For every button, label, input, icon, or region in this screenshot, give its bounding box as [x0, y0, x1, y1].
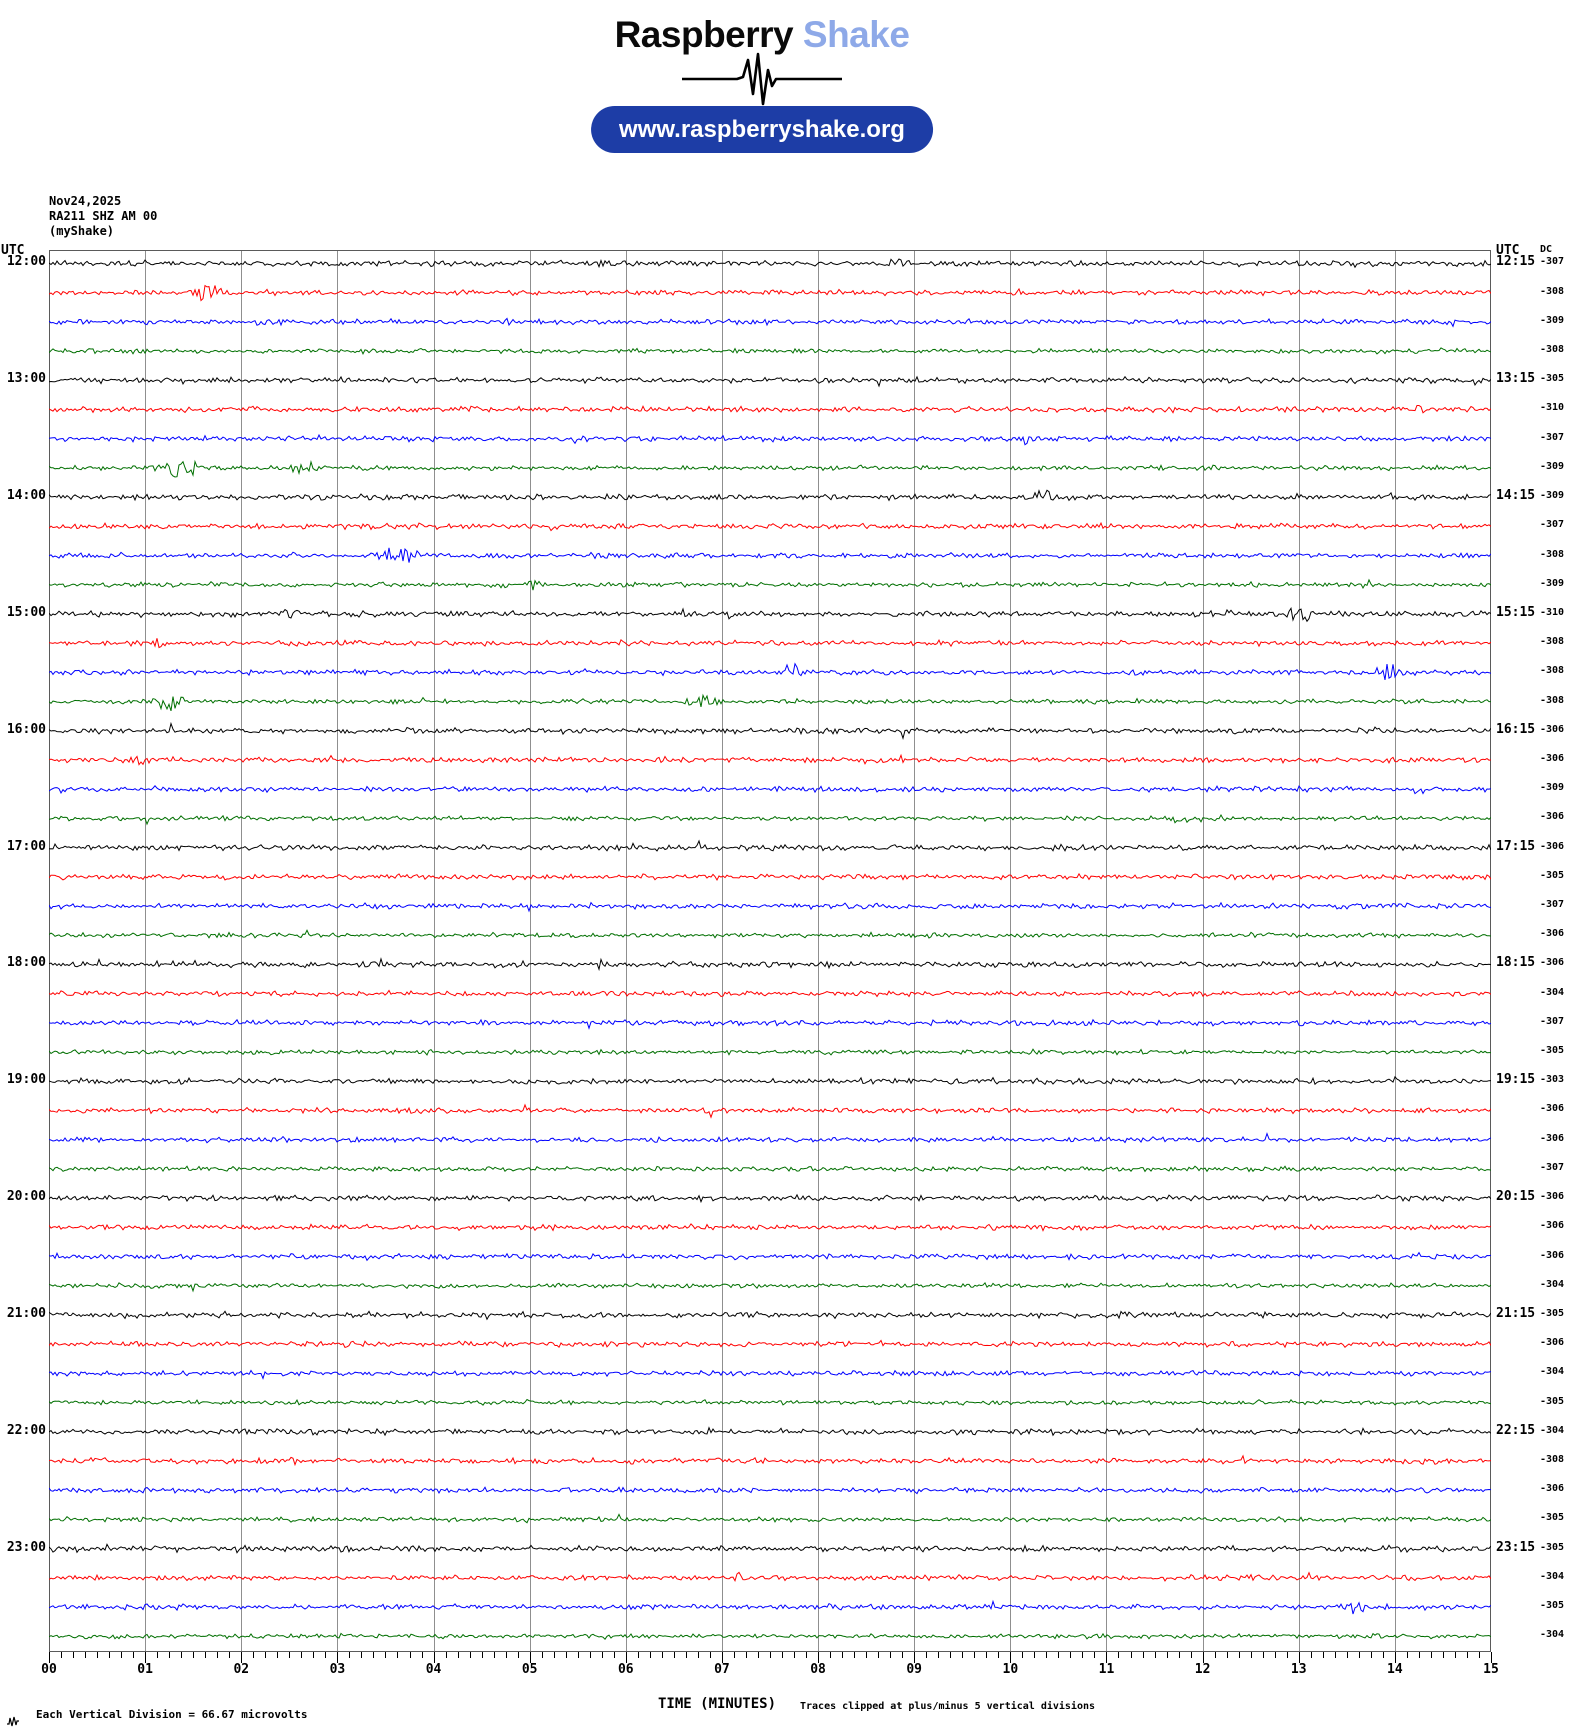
vertical-division-scale-text: Each Vertical Division = 66.67 microvolts — [36, 1708, 308, 1721]
left-time-label: 18:00 — [6, 955, 46, 971]
trace-row — [49, 1544, 1491, 1552]
left-time-label: 20:00 — [6, 1189, 46, 1205]
trace-row — [49, 286, 1491, 301]
utc-header-right: UTC — [1496, 243, 1520, 258]
dc-value: -310 — [1540, 606, 1565, 618]
trace-row — [49, 1428, 1491, 1436]
network-name: (myShake) — [49, 224, 115, 238]
dc-value: -307 — [1540, 256, 1565, 268]
dc-value: -306 — [1540, 1220, 1565, 1232]
dc-value: -304 — [1540, 1278, 1565, 1290]
dc-value: -306 — [1540, 1483, 1565, 1495]
dc-value: -308 — [1540, 548, 1565, 560]
plot-date: Nov24,2025 — [49, 194, 122, 208]
dc-value: -304 — [1540, 1629, 1565, 1641]
clip-note: Traces clipped at plus/minus 5 vertical divisions — [800, 1701, 1096, 1712]
trace-row — [49, 841, 1491, 851]
dc-value: -305 — [1540, 1045, 1565, 1057]
left-time-label: 13:00 — [6, 371, 46, 387]
right-time-label: 20:15 — [1496, 1189, 1536, 1205]
dc-value: -308 — [1540, 665, 1565, 677]
right-time-label: 14:15 — [1496, 488, 1536, 504]
dc-value: -305 — [1540, 1307, 1565, 1319]
x-tick-label: 08 — [810, 1662, 826, 1677]
trace-row — [49, 1400, 1491, 1406]
x-tick-label: 13 — [1290, 1662, 1307, 1677]
x-tick-label: 06 — [617, 1662, 634, 1677]
x-axis-title: TIME (MINUTES) — [658, 1696, 777, 1712]
right-time-label: 15:15 — [1496, 604, 1536, 620]
x-tick-label: 09 — [906, 1662, 923, 1677]
trace-row — [49, 695, 1491, 711]
scale-marker-icon — [6, 1712, 20, 1731]
dc-value: -305 — [1540, 869, 1565, 881]
plot-info-block — [49, 194, 157, 239]
dc-value: -305 — [1540, 373, 1565, 385]
x-tick-label: 03 — [329, 1662, 346, 1677]
trace-row — [49, 1514, 1491, 1522]
trace-row — [49, 1633, 1491, 1639]
dc-value: -307 — [1540, 519, 1565, 531]
website-url-label: www.raspberryshake.org — [619, 116, 905, 143]
x-tick-label: 14 — [1387, 1662, 1403, 1677]
plot-frame — [50, 251, 1491, 1652]
dc-value: -306 — [1540, 1249, 1565, 1261]
dc-value: -306 — [1540, 957, 1565, 969]
x-tick-label: 05 — [521, 1662, 538, 1677]
trace-row — [49, 435, 1491, 445]
dc-value: -304 — [1540, 986, 1565, 998]
dc-value: -309 — [1540, 490, 1565, 502]
right-time-label: 21:15 — [1496, 1305, 1536, 1321]
dc-value: -305 — [1540, 1395, 1565, 1407]
dc-value: -306 — [1540, 811, 1565, 823]
dc-value: -306 — [1540, 1191, 1565, 1203]
x-tick-label: 12 — [1194, 1662, 1211, 1677]
dc-value: -304 — [1540, 1366, 1565, 1378]
dc-value: -307 — [1540, 431, 1565, 443]
trace-row — [49, 462, 1491, 477]
trace-row — [49, 1283, 1491, 1291]
trace-row — [49, 1105, 1491, 1117]
trace-row — [49, 1049, 1491, 1055]
dc-value: -304 — [1540, 1424, 1565, 1436]
right-time-label: 19:15 — [1496, 1072, 1536, 1088]
x-tick-label: 07 — [714, 1662, 730, 1677]
dc-value: -304 — [1540, 1570, 1565, 1582]
dc-value: -305 — [1540, 1512, 1565, 1524]
right-time-label: 17:15 — [1496, 838, 1536, 854]
dc-value: -309 — [1540, 782, 1565, 794]
trace-row — [49, 1341, 1491, 1348]
right-time-label: 16:15 — [1496, 721, 1536, 737]
dc-value: -306 — [1540, 1337, 1565, 1349]
trace-row — [49, 1134, 1491, 1143]
right-time-label: 13:15 — [1496, 371, 1536, 387]
trace-row — [49, 319, 1491, 327]
right-time-label: 18:15 — [1496, 955, 1536, 971]
website-url-button[interactable] — [591, 106, 933, 153]
left-time-label: 23:00 — [6, 1539, 46, 1555]
trace-row — [49, 1370, 1491, 1378]
trace-row — [49, 1601, 1491, 1614]
dc-value: -307 — [1540, 899, 1565, 911]
trace-row — [49, 815, 1491, 824]
trace-row — [49, 724, 1491, 739]
x-tick-label: 10 — [1002, 1662, 1019, 1677]
left-time-label: 17:00 — [6, 838, 46, 854]
dc-value: -307 — [1540, 1015, 1565, 1027]
trace-row — [49, 755, 1491, 764]
left-time-label: 22:00 — [6, 1422, 46, 1438]
brand-primary: Raspberry — [614, 14, 794, 55]
dc-value: -306 — [1540, 752, 1565, 764]
trace-row — [49, 259, 1491, 267]
dc-value: -306 — [1540, 1103, 1565, 1115]
trace-row — [49, 786, 1491, 794]
trace-row — [49, 1195, 1491, 1202]
utc-header-left: UTC — [1, 243, 25, 258]
trace-row — [49, 664, 1491, 680]
brand-secondary: Shake — [802, 14, 910, 55]
dc-value: -307 — [1540, 1161, 1565, 1173]
dc-value: -306 — [1540, 840, 1565, 852]
trace-row — [49, 523, 1491, 531]
trace-row — [49, 1487, 1491, 1493]
trace-row — [49, 959, 1491, 969]
dc-value: -309 — [1540, 314, 1565, 326]
trace-row — [49, 991, 1491, 997]
right-time-label: 23:15 — [1496, 1539, 1536, 1555]
dc-value: -308 — [1540, 344, 1565, 356]
trace-row — [49, 1224, 1491, 1231]
trace-row — [49, 1253, 1491, 1261]
dc-value: -308 — [1540, 694, 1565, 706]
x-tick-label: 04 — [425, 1662, 442, 1677]
trace-row — [49, 1311, 1491, 1319]
trace-row — [49, 580, 1491, 590]
left-time-label: 21:00 — [6, 1305, 46, 1321]
trace-row — [49, 1572, 1491, 1581]
dc-value: -305 — [1540, 1541, 1565, 1553]
x-tick-label: 00 — [41, 1662, 57, 1677]
trace-row — [49, 490, 1491, 500]
station-id: RA211 SHZ AM 00 — [49, 209, 158, 223]
dc-column-header: DC — [1540, 244, 1553, 255]
dc-value: -306 — [1540, 723, 1565, 735]
trace-row — [49, 377, 1491, 386]
header-banner — [0, 0, 1570, 170]
dc-value: -303 — [1540, 1074, 1565, 1086]
trace-row — [49, 608, 1491, 621]
trace-row — [49, 874, 1491, 880]
left-time-label: 16:00 — [6, 721, 46, 737]
dc-value: -306 — [1540, 1132, 1565, 1144]
dc-value: -308 — [1540, 1453, 1565, 1465]
x-tick-label: 15 — [1483, 1662, 1499, 1677]
trace-row — [49, 348, 1491, 354]
trace-row — [49, 548, 1491, 563]
left-time-label: 15:00 — [6, 604, 46, 620]
trace-row — [49, 1020, 1491, 1028]
trace-row — [49, 903, 1491, 911]
left-time-label: 19:00 — [6, 1072, 46, 1088]
dc-value: -309 — [1540, 460, 1565, 472]
x-axis-ticks — [48, 1652, 1492, 1668]
dc-value: -310 — [1540, 402, 1565, 414]
x-tick-label: 01 — [137, 1662, 153, 1677]
dc-value: -306 — [1540, 928, 1565, 940]
dc-value: -309 — [1540, 577, 1565, 589]
right-time-label: 12:15 — [1496, 254, 1536, 270]
dc-value: -305 — [1540, 1600, 1565, 1612]
right-time-label: 22:15 — [1496, 1422, 1536, 1438]
x-tick-label: 11 — [1098, 1662, 1115, 1677]
trace-row — [49, 930, 1491, 938]
dc-value: -308 — [1540, 636, 1565, 648]
trace-row — [49, 1456, 1491, 1465]
x-tick-label: 02 — [233, 1662, 250, 1677]
trace-row — [49, 638, 1491, 647]
trace-row — [49, 1166, 1491, 1171]
left-time-label: 14:00 — [6, 488, 46, 504]
trace-row — [49, 406, 1491, 413]
left-time-label: 12:00 — [6, 254, 46, 270]
trace-row — [49, 1077, 1491, 1085]
dc-value: -308 — [1540, 285, 1565, 297]
trace-area — [49, 250, 1491, 1652]
seismic-waveform-icon — [677, 50, 847, 112]
